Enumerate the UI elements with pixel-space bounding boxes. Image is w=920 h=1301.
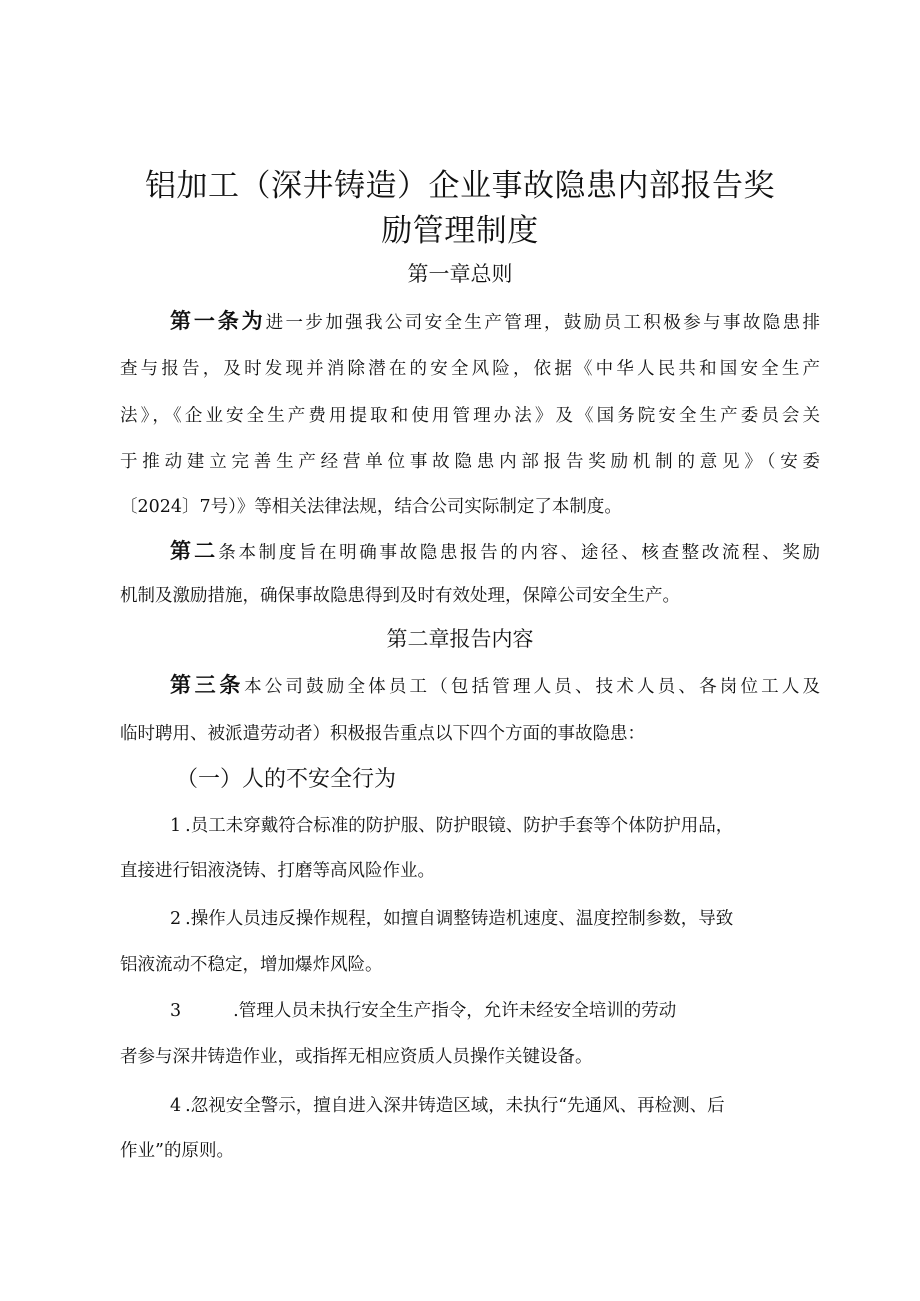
list-item-4-line-1 <box>170 1092 820 1117</box>
document-title-line-1: 铝加工（深井铸造）企业事故隐患内部报告奖 <box>145 168 775 204</box>
article-1-line-5: 〔2024〕7号）》等相关法律法规，结合公司实际制定了本制度。 <box>120 497 622 517</box>
article-2-line-1 <box>170 535 820 565</box>
list-item-1-text-1: .员工未穿戴符合标准的防护服、防护眼镜、防护手套等个体防护用品， <box>185 816 734 836</box>
article-3-text-1: 本公司鼓励全体员工（包括管理人员、技术人员、各岗位工人及 <box>244 677 821 697</box>
list-item-2-line-1 <box>170 905 820 930</box>
list-item-1-line-1 <box>170 812 820 837</box>
article-2-text-1: 条本制度旨在明确事故隐患报告的内容、途径、核查整改流程、奖励 <box>218 543 821 563</box>
list-item-3-text-1: .管理人员未执行安全生产指令，允许未经安全培训的劳动 <box>233 1001 677 1021</box>
list-item-4-number: 4 <box>170 1096 182 1116</box>
article-3-line-1 <box>170 669 820 699</box>
article-3-line-2: 临时聘用、被派遣劳动者）积极报告重点以下四个方面的事故隐患： <box>120 724 645 744</box>
article-1-text-1: 进一步加强我公司安全生产管理，鼓励员工积极参与事故隐患排 <box>265 313 821 333</box>
article-3-label: 第三条 <box>170 673 245 697</box>
list-item-4-text-1: .忽视安全警示，擅自进入深井铸造区域，未执行“先通风、再检测、后 <box>185 1096 725 1116</box>
list-item-3-number: 3 <box>170 1001 182 1021</box>
list-item-1-line-2: 直接进行铝液浇铸、打磨等高风险作业。 <box>120 861 435 881</box>
document-title-line-2: 励管理制度 <box>381 213 539 249</box>
article-1-line-2: 查与报告，及时发现并消除潜在的安全风险，依据《中华人民共和国安全生产 <box>120 359 820 379</box>
chapter-2-heading: 第二章报告内容 <box>386 627 534 651</box>
list-item-1-number: 1 <box>170 816 182 836</box>
article-1-label: 第一条为 <box>170 309 266 333</box>
chapter-1-heading: 第一章总则 <box>407 262 513 286</box>
article-1-line-3: 法》，《企业安全生产费用提取和使用管理办法》及《国务院安全生产委员会关 <box>120 406 820 426</box>
article-1-line-1 <box>170 305 820 335</box>
article-2-line-2: 机制及激励措施，确保事故隐患得到及时有效处理，保障公司安全生产。 <box>120 586 680 606</box>
list-item-2-line-2: 铝液流动不稳定，增加爆炸风险。 <box>120 955 383 975</box>
article-2-label: 第二 <box>170 539 219 563</box>
article-1-line-4: 于推动建立完善生产经营单位事故隐患内部报告奖励机制的意见》（安委 <box>120 452 820 472</box>
list-item-3-line-2: 者参与深井铸造作业，或指挥无相应资质人员操作关键设备。 <box>120 1047 593 1067</box>
list-item-2-text-1: .操作人员违反操作规程，如擅自调整铸造机速度、温度控制参数，导致 <box>185 909 734 929</box>
section-1-heading: （一）人的不安全行为 <box>176 767 397 792</box>
list-item-4-line-2: 作业”的原则。 <box>120 1141 234 1161</box>
list-item-2-number: 2 <box>170 909 182 929</box>
list-item-3-line-1 <box>170 997 820 1022</box>
